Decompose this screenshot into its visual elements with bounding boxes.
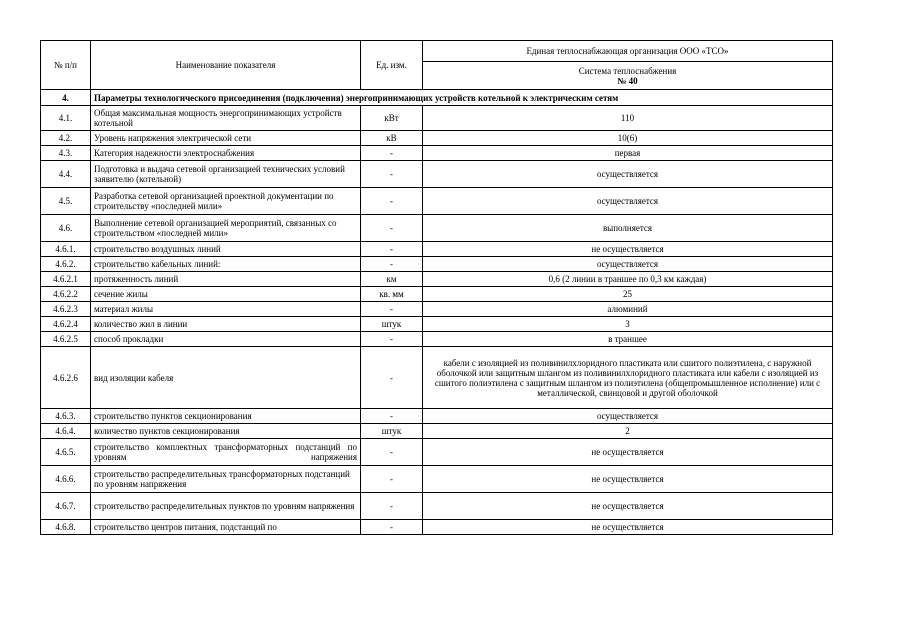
row-value: не осуществляется xyxy=(423,466,833,493)
row-name: протяженность линий xyxy=(91,272,361,287)
row-value: не осуществляется xyxy=(423,520,833,535)
row-unit: кв. мм xyxy=(361,287,423,302)
header-org: Единая теплоснабжающая организация ООО «ТСО» xyxy=(423,41,833,62)
row-number: 4.4. xyxy=(41,161,91,188)
table-row xyxy=(41,188,833,215)
row-name: строительство кабельных линий: xyxy=(91,257,361,272)
row-number: 4.6.2.2 xyxy=(41,287,91,302)
row-value: осуществляется xyxy=(423,188,833,215)
row-value: 2 xyxy=(423,424,833,439)
table-row xyxy=(41,215,833,242)
indicators-table xyxy=(40,40,833,535)
section-title: Параметры технологического присоединения (подключения) энергопринимающих устройств котельной к электрическим сетям xyxy=(91,90,833,106)
row-value: осуществляется xyxy=(423,161,833,188)
row-value: 0,6 (2 линии в траншее по 0,3 км каждая) xyxy=(423,272,833,287)
row-value: осуществляется xyxy=(423,409,833,424)
table-row xyxy=(41,257,833,272)
row-value: не осуществляется xyxy=(423,439,833,466)
row-number: 4.6. xyxy=(41,215,91,242)
row-name: строительство распределительных пунктов по уровням напряжения xyxy=(91,493,361,520)
row-name: Выполнение сетевой организацией мероприятий, связанных со строительством «последней мили» xyxy=(91,215,361,242)
row-name: строительство центров питания, подстанций по xyxy=(91,520,361,535)
row-unit: штук xyxy=(361,424,423,439)
row-number: 4.6.5. xyxy=(41,439,91,466)
header-system-number: № 40 xyxy=(617,75,638,86)
row-name: Подготовка и выдача сетевой организацией технических условий заявителю (котельной) xyxy=(91,161,361,188)
row-number: 4.6.2.1 xyxy=(41,272,91,287)
table-row xyxy=(41,332,833,347)
table-row xyxy=(41,272,833,287)
row-number: 4.6.6. xyxy=(41,466,91,493)
row-number: 4.2. xyxy=(41,131,91,146)
row-unit: - xyxy=(361,257,423,272)
row-name: вид изоляции кабеля xyxy=(91,347,361,409)
row-number: 4.6.8. xyxy=(41,520,91,535)
row-number: 4.6.2.4 xyxy=(41,317,91,332)
table-row xyxy=(41,131,833,146)
row-name: строительство пунктов секционирования xyxy=(91,409,361,424)
row-unit: - xyxy=(361,161,423,188)
row-name: Уровень напряжения электрической сети xyxy=(91,131,361,146)
header-unit: Ед. изм. xyxy=(361,41,423,90)
row-value: первая xyxy=(423,146,833,161)
row-unit: штук xyxy=(361,317,423,332)
table-row xyxy=(41,520,833,535)
row-unit: - xyxy=(361,466,423,493)
table-row xyxy=(41,161,833,188)
table-row xyxy=(41,439,833,466)
header-system xyxy=(423,62,833,90)
row-number: 4.6.2.6 xyxy=(41,347,91,409)
row-name: строительство распределительных трансформаторных подстанций по уровням напряжения xyxy=(91,466,361,493)
row-unit: - xyxy=(361,439,423,466)
table-row xyxy=(41,347,833,409)
row-value: 10(6) xyxy=(423,131,833,146)
row-name: Категория надежности электроснабжения xyxy=(91,146,361,161)
row-value: 25 xyxy=(423,287,833,302)
row-number: 4.6.2.3 xyxy=(41,302,91,317)
row-value: не осуществляется xyxy=(423,493,833,520)
table-row xyxy=(41,242,833,257)
header-row xyxy=(41,41,833,62)
header-system-label: Система теплоснабжения xyxy=(578,65,677,76)
row-value: алюминий xyxy=(423,302,833,317)
row-name: Общая максимальная мощность энергопринимающих устройств котельной xyxy=(91,106,361,131)
header-name: Наименование показателя xyxy=(91,41,361,90)
row-unit: - xyxy=(361,302,423,317)
row-name: способ прокладки xyxy=(91,332,361,347)
table-row xyxy=(41,466,833,493)
row-value: осуществляется xyxy=(423,257,833,272)
row-name: материал жилы xyxy=(91,302,361,317)
row-unit: кВ xyxy=(361,131,423,146)
row-number: 4.6.4. xyxy=(41,424,91,439)
row-value: 110 xyxy=(423,106,833,131)
row-name: количество жил в линии xyxy=(91,317,361,332)
row-unit: - xyxy=(361,188,423,215)
row-unit: - xyxy=(361,242,423,257)
row-unit: - xyxy=(361,493,423,520)
table-row xyxy=(41,424,833,439)
row-unit: км xyxy=(361,272,423,287)
row-unit: - xyxy=(361,146,423,161)
table-row xyxy=(41,106,833,131)
row-unit: - xyxy=(361,215,423,242)
row-name: количество пунктов секционирования xyxy=(91,424,361,439)
row-value: выполняется xyxy=(423,215,833,242)
table-row xyxy=(41,409,833,424)
row-number: 4.5. xyxy=(41,188,91,215)
table-row xyxy=(41,287,833,302)
row-number: 4.1. xyxy=(41,106,91,131)
row-unit: - xyxy=(361,520,423,535)
row-number: 4.6.7. xyxy=(41,493,91,520)
row-number: 4.6.3. xyxy=(41,409,91,424)
table-row xyxy=(41,493,833,520)
row-number: 4.6.2.5 xyxy=(41,332,91,347)
row-number: 4.3. xyxy=(41,146,91,161)
table-row xyxy=(41,302,833,317)
row-unit: - xyxy=(361,409,423,424)
row-unit: - xyxy=(361,332,423,347)
row-unit: кВт xyxy=(361,106,423,131)
row-name: строительство комплектных трансформаторных подстанций по уровням напряжения xyxy=(91,439,361,466)
section-row xyxy=(41,90,833,106)
row-value: 3 xyxy=(423,317,833,332)
table-row xyxy=(41,317,833,332)
row-name: строительство воздушных линий xyxy=(91,242,361,257)
section-number: 4. xyxy=(41,90,91,106)
row-value: кабели с изоляцией из поливинилхлоридного пластиката или сшитого полиэтилена, с наружной оболочкой или защитным шлангом из поливинилхлоридного пластиката или кабели с изоляцией из сшитого полиэтилена с защитным шлангом из полиэтилена (общепромышленное исполнение) или с металлической, свинцовой и другой оболочкой xyxy=(423,347,833,409)
row-unit: - xyxy=(361,347,423,409)
row-number: 4.6.1. xyxy=(41,242,91,257)
table-row xyxy=(41,146,833,161)
row-number: 4.6.2. xyxy=(41,257,91,272)
row-value: в траншее xyxy=(423,332,833,347)
row-name: Разработка сетевой организацией проектной документации по строительству «последней мили» xyxy=(91,188,361,215)
row-name: сечение жилы xyxy=(91,287,361,302)
header-num: № п/п xyxy=(41,41,91,90)
row-value: не осуществляется xyxy=(423,242,833,257)
